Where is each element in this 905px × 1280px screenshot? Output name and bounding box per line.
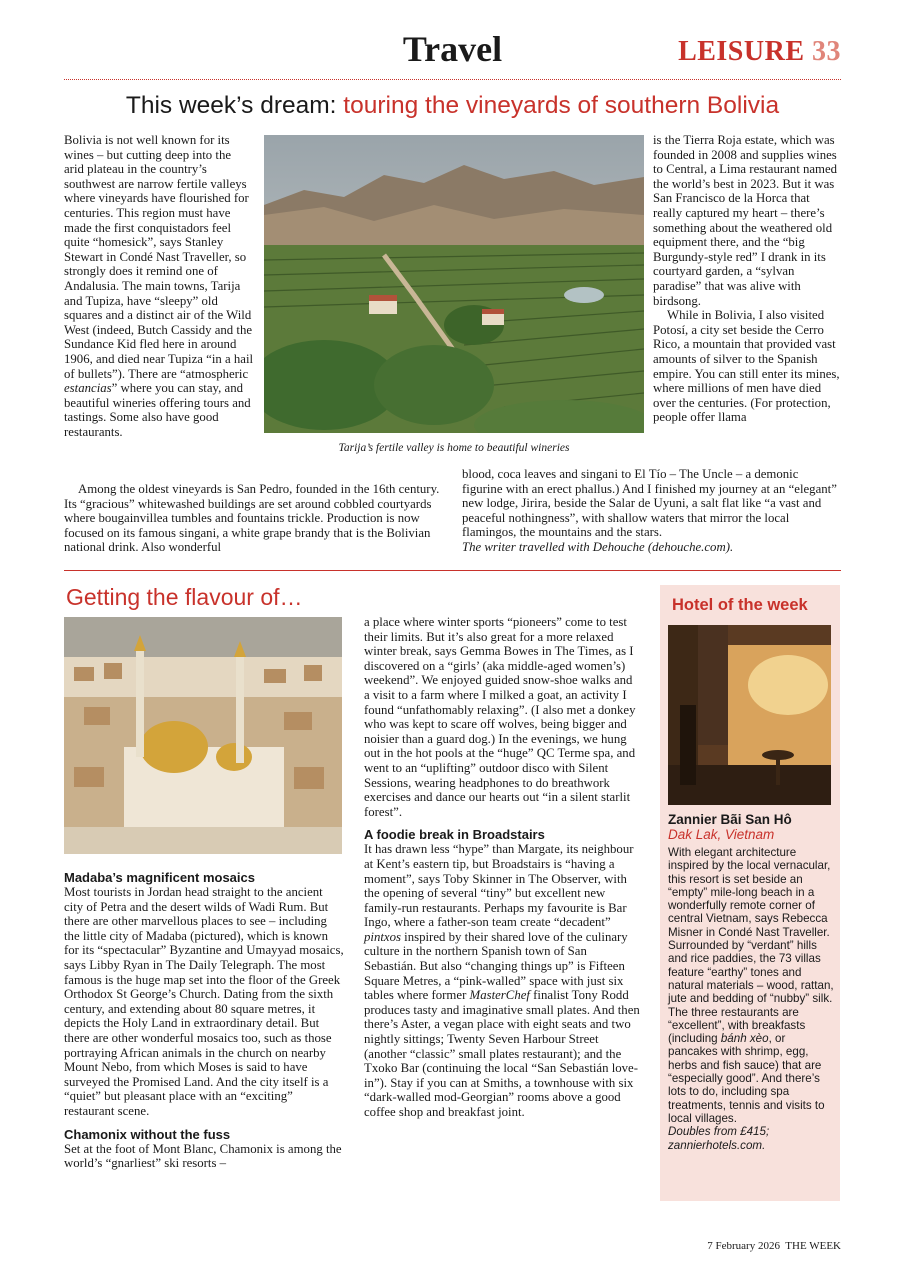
dream-bottom: [462, 467, 841, 555]
dream-col1-text: Bolivia is not well known for its wines – but cutting deep into the arid plateau in the country’s southwest are narrow fertile valleys where vineyards have flourished for centuries. This region must have made the first conquistadors feel quite “homesick”, says Stanley Stewart in Condé Nast Traveller, so strongly does it remind one of Andalusia. The main towns, Tarija and Tupiza, have “sleepy” old squares and a distinct air of the Wild West (indeed, Butch Cassidy and the Sundance Kid fled here in around 1906, and died near Tupiza “in a hail of bullets”). There are “atmospheric: [64, 133, 254, 381]
broadstairs-text-c: finalist Tony Rodd produces tasty and imaginative small plates. And then there’s Aster, a vegan place with eight seats and two nightly sittings; Twenty Seven Harbour Street (another “classic” small plates restaurant); and the Txoko Bar (continuing the local “San Sebastián love-in”). Stay if you can at Smiths, a townhouse with six “dark-walled mod-Georgian” rooms above a good coffee shop and breakfast joint.: [364, 988, 640, 1119]
flavour-title: Getting the flavour of…: [66, 584, 303, 610]
hotel-text-b: , or pancakes with shrimp, egg, herbs and fish sauce) that are “especially good”. And there’s lots to do, including spa treatments, tennis and visits to local villages.: [668, 1032, 825, 1125]
dream-col1: [64, 133, 254, 439]
flavour-col2: [364, 615, 640, 1120]
footer-date: 7 February 2026: [707, 1240, 780, 1252]
broadstairs-italic-1: pintxos: [364, 929, 401, 944]
section-divider: [64, 570, 841, 571]
headline-highlight: touring the vineyards of southern Bolivia: [343, 92, 780, 119]
hotel-name: Zannier Bãi San Hô: [668, 812, 792, 827]
hotel-price: Doubles from £415; zannierhotels.com.: [668, 1125, 770, 1152]
header-divider: [64, 79, 841, 80]
dream-col3-p1: is the Tierra Roja estate, which was founded in 2008 and supplies wines to Central, a Lima restaurant named the world’s best in 2023. But it was San Francisco de la Horca that really captured my heart – there’s something about the weathered old equipment there, and the “big Burgundy-style red” I drank in its courtyard garden, a “sylvan paradise” that was alive with birdsong.: [653, 133, 838, 308]
dream-col3-p2: While in Bolivia, I also visited Potosí, a city set beside the Cerro Rico, a mountain that provided vast amounts of silver to the Spanish empire. You can still enter its mines, where millions of men have died over the centuries. (For protection, people offer llama: [653, 308, 840, 425]
dream-col1-p2-box: [64, 482, 442, 555]
page-number: 33: [812, 36, 841, 67]
chamonix-body: Set at the foot of Mont Blanc, Chamonix is among the world’s “gnarliest” ski resorts –: [64, 1141, 342, 1171]
headline-prefix: This week’s dream:: [125, 92, 344, 119]
dream-headline: [64, 92, 841, 120]
hotel-description: [668, 846, 836, 1152]
hotel-title: Hotel of the week: [672, 596, 808, 614]
madaba-heading: Madaba’s magnificent mosaics: [64, 870, 255, 885]
hotel-italic: bánh xèo: [720, 1032, 769, 1046]
section-title: Travel: [402, 29, 503, 69]
page-footer: [707, 1240, 841, 1252]
dream-col1-p1: [64, 133, 254, 439]
photo-caption: Tarija’s fertile valley is home to beautiful wineries: [338, 442, 570, 454]
vineyard-photo: [264, 135, 644, 433]
hotel-location: Dak Lak, Vietnam: [668, 827, 775, 842]
broadstairs-body: [364, 842, 640, 1119]
dream-col1-italic: estancias: [64, 381, 112, 396]
section-label: [678, 36, 841, 68]
chamonix-continued: a place where winter sports “pioneers” come to test their limits. But it’s also great for a more relaxed winter break, says Gemma Bowes in The Times, as I discovered on a “girls’ (aka middle-aged women’s) weekend”. We enjoyed guided snow-shoe walks and a visit to a farm where I milked a goat, an activity I found “unfathomably relaxing”. (I also met a donkey who was kept to scare off wolves, being bigger and noisier than a guard dog.) In the evenings, we hung out in the hot pools at the “huge” QC Terme spa, and went to an “uplifting” outdoor disco with Silent Sessions, wearing headphones to do breathwork exercises and dance our hearts out “in a silent starlit forest”.: [364, 615, 636, 819]
hotel-photo: [668, 625, 831, 805]
madaba-photo: [64, 617, 342, 854]
section-label-text: LEISURE: [678, 36, 805, 67]
dream-col3: [653, 133, 841, 425]
broadstairs-text-b: inspired by their shared love of the culinary culture in the northern Spanish town of San Sebastián. But also “changing things up” is Fifteen Square Metres, a “pink-walled” space with just six tables where former: [364, 929, 628, 1003]
footer-publication: THE WEEK: [785, 1240, 841, 1252]
broadstairs-text-a: It has drawn less “hype” than Margate, its neighbour at Kent’s eastern tip, but Broadstairs is “having a moment”, says Toby Skinner in The Observer, with the opening of several “tiny” but excellent new family-run restaurants. Perhaps my favourite is Bar Ingo, where a father-son team create “decadent”: [364, 842, 634, 930]
hotel-text-a: With elegant architecture inspired by the local vernacular, this resort is set beside an “empty” mile-long beach in a wonderfully remote corner of central Vietnam, says Rebecca Misner in Condé Nast Traveller. Surrounded by “verdant” hills and rice paddies, the 73 villas feature “earthy” tones and natural materials – wood, rattan, jute and bedding of “nubby” silk. The three restaurants are “excellent”, with breakfasts (including: [668, 846, 834, 1046]
writer-note: The writer travelled with Dehouche (dehouche.com).: [462, 539, 734, 554]
chamonix-heading: Chamonix without the fuss: [64, 1126, 231, 1142]
dream-col1-text-end: ” where you can stay, and beautiful wineries offering tours and tastings. Some also have good restaurants.: [64, 381, 251, 439]
dream-col1-p2: Among the oldest vineyards is San Pedro, founded in the 16th century. Its “gracious” whitewashed buildings are set around cobbled courtyards where bougainvillea tumbles and fountains trickle. Production is now focused on its famous singani, a white grape brandy that is the Bolivian national drink. Also wonderful: [64, 482, 440, 555]
madaba-section: [64, 870, 344, 1171]
dream-bottom-text: blood, coca leaves and singani to El Tío – The Uncle – a demonic figurine with an erect phallus.) And I finished my journey at an “elegant” new lodge, Jirira, beside the Salar de Uyuni, a salt flat like “a vast and peaceful nothingness”, with shallow waters that mirror the local flamingos, the mountains and the stars.: [462, 467, 837, 540]
broadstairs-heading: A foodie break in Broadstairs: [364, 827, 545, 843]
broadstairs-italic-2: MasterChef: [469, 988, 530, 1003]
madaba-body: Most tourists in Jordan head straight to the ancient city of Petra and the desert wilds of Wadi Rum. But there are other marvellous places to see – including the little city of Madaba (pictured), which is known for its “spectacular” Byzantine and Umayyad mosaics, says Libby Ryan in The Daily Telegraph. The most famous is the huge map set into the floor of the Greek Orthodox St George’s Church. Dating from the sixth century, and extending about 80 square metres, it depicts the Holy Land in extraordinary detail. But there are other wonderful mosaics too, such as those portraying African animals in the church on nearby Mount Nebo, from which Moses is said to have surveyed the Promised Land. And the city itself is a “quiet” but pleasant place with an “exciting” restaurant scene.: [64, 885, 344, 1118]
